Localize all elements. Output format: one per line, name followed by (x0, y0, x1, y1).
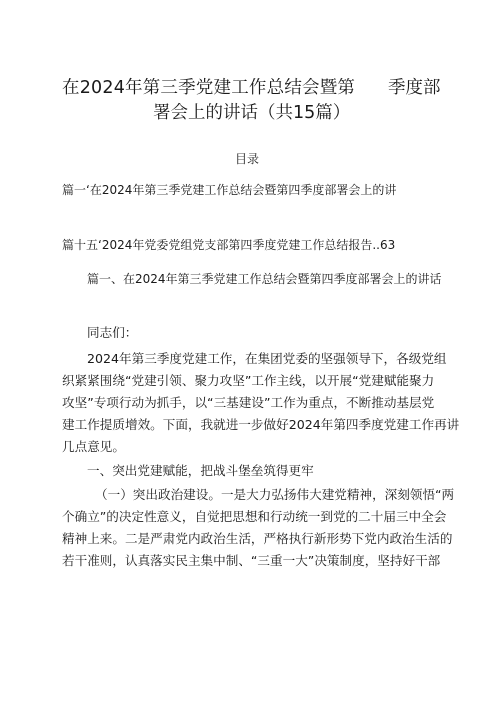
greeting: 同志们： (87, 325, 138, 340)
document-title-line-1: 在2024年第三季党建工作总结会暨第 (62, 78, 356, 98)
paragraph-line: 几点意见。 (62, 439, 125, 454)
toc-item[interactable]: 篇十五‘2024年党委党组党支部第四季度党建工作总结报告..63 (62, 238, 396, 252)
subsection-heading: 一、突出党建赋能，把战斗堡垒筑得更牢 (87, 463, 314, 478)
paragraph-line: 织紧紧围绕“党建引领、聚力攻坚”工作主线，以开展“党建赋能聚力 (62, 373, 435, 388)
paragraph-line: （一）突出政治建设。一是大力弘扬伟大建党精神，深刻领悟“两 (95, 487, 455, 502)
section-heading: 篇一、在2024年第三季党建工作总结会暨第四季度部署会上的讲话 (87, 272, 442, 286)
document-title-fragment: 季度部 (388, 78, 441, 98)
paragraph-line: 个确立”的决定性意义，自觉把思想和行动统一到党的二十届三中全会 (62, 509, 447, 524)
paragraph-line: 2024年第三季度党建工作，在集团党委的坚强领导下，各级党组 (87, 351, 447, 366)
document-title-line-2: 署会上的讲话（共15篇） (153, 103, 351, 123)
toc-heading: 目录 (235, 152, 260, 166)
paragraph-line: 若干准则，认真落实民主集中制、“三重一大”决策制度，坚持好干部 (62, 553, 441, 568)
paragraph-line: 建工作提质增效。下面，我就进一步做好2024年第四季度党建工作再讲 (62, 417, 460, 432)
paragraph-line: 精神上来。二是严肃党内政治生活，严格执行新形势下党内政治生活的 (62, 531, 453, 546)
toc-item[interactable]: 篇一‘在2024年第三季党建工作总结会暨第四季度部署会上的讲 (62, 183, 397, 197)
paragraph-line: 攻坚”专项行动为抓手，以“三基建设”工作为重点，不断推动基层党 (62, 395, 435, 410)
